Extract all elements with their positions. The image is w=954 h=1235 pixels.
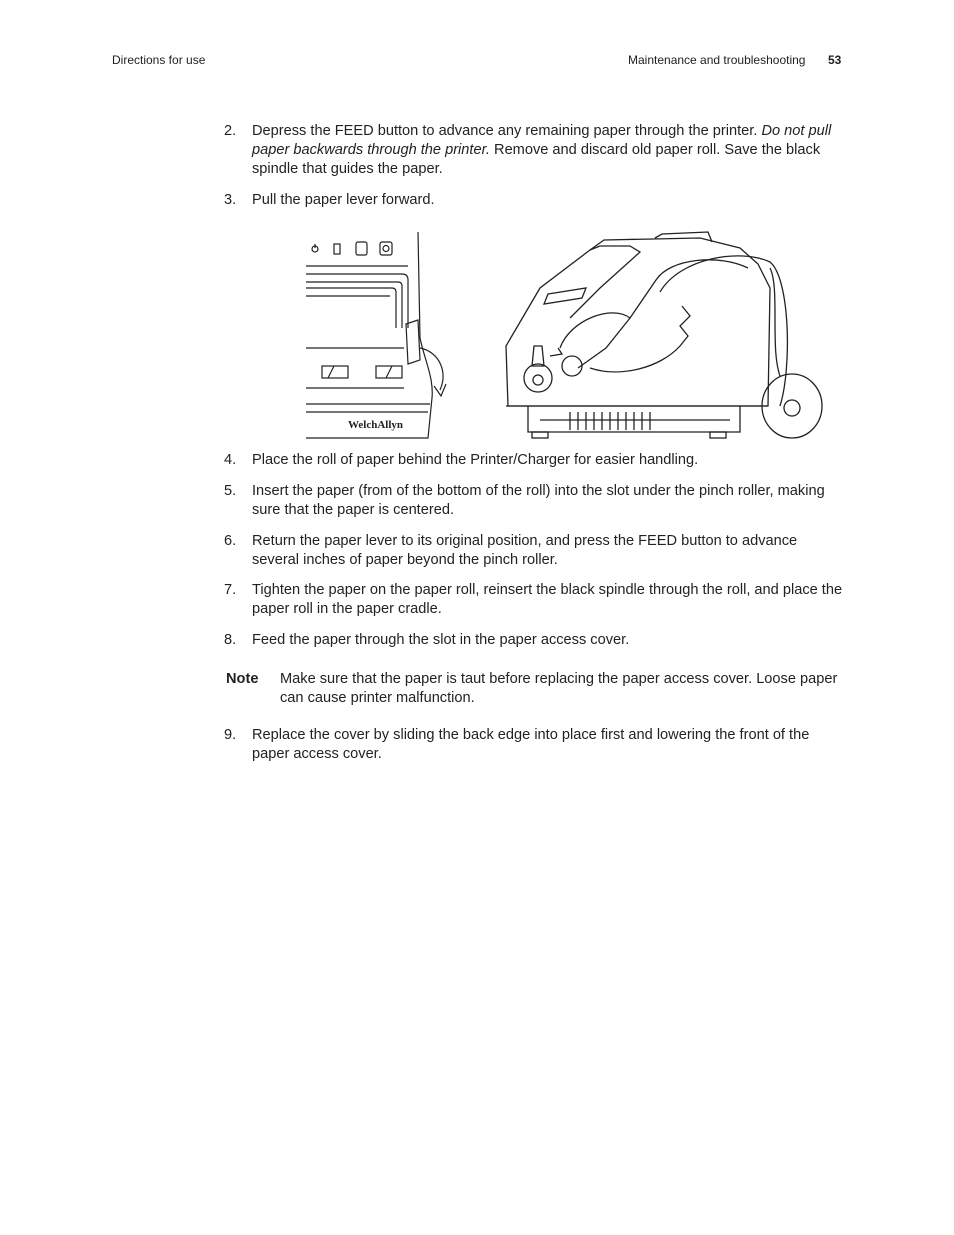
step-text [252, 122, 844, 179]
step-7 [224, 581, 844, 619]
step-number: 4. [224, 452, 237, 468]
running-header-title: Directions for use [112, 53, 206, 67]
step-number: 7. [224, 582, 237, 598]
feed-icon [356, 242, 367, 255]
brand-logo: WelchAllyn [348, 419, 404, 431]
settings-icon [380, 242, 392, 255]
paper-roll [762, 374, 822, 438]
step-text-part: Remove and discard old paper roll. Save the black spindle that guides the paper. [252, 142, 821, 177]
step-text-italic: Do not pull paper backwards through the printer. [252, 123, 832, 158]
note-text: Make sure that the paper is taut before replacing the paper access cover. Loose paper can cause printer malfunction. [280, 671, 838, 706]
step-3 [224, 191, 844, 210]
step-number: 2. [224, 123, 237, 139]
step-text: Tighten the paper on the paper roll, reinsert the black spindle through the roll, and place the paper roll in the paper cradle. [252, 582, 843, 617]
spindle-hole [524, 364, 552, 392]
step-number: 5. [224, 483, 237, 499]
step-number: 6. [224, 533, 237, 549]
step-5 [224, 482, 844, 520]
printer-illustration [300, 228, 830, 444]
step-6 [224, 532, 844, 570]
paper-sheet [560, 313, 630, 368]
step-text: Feed the paper through the slot in the paper access cover. [252, 632, 630, 648]
note-label: Note [226, 671, 259, 687]
step-number: 9. [224, 727, 237, 743]
printer-diagram [300, 228, 830, 444]
step-text: Pull the paper lever forward. [252, 192, 435, 208]
step-text: Return the paper lever to its original position, and press the FEED button to advance several inches of paper beyond the pinch roller. [252, 533, 798, 568]
page-number: 53 [828, 53, 842, 67]
step-text: Replace the cover by sliding the back edge into place first and lowering the front of the paper access cover. [252, 727, 810, 762]
step-text: Place the roll of paper behind the Printer/Charger for easier handling. [252, 452, 699, 468]
printer-body [506, 238, 770, 406]
step-text: Insert the paper (from of the bottom of the roll) into the slot under the pinch roller, making sure that the paper is centered. [252, 483, 825, 518]
battery-icon [334, 244, 340, 254]
running-header-section: Maintenance and troubleshooting [628, 53, 806, 67]
step-number: 8. [224, 632, 237, 648]
step-8 [224, 631, 844, 650]
note-block [226, 670, 846, 708]
step-text-part: Depress the FEED button to advance any remaining paper through the printer. [252, 123, 762, 139]
step-9 [224, 726, 844, 764]
step-number: 3. [224, 192, 237, 208]
panel-outline [306, 232, 432, 438]
pinch-roller [562, 356, 582, 376]
step-4 [224, 451, 844, 470]
step-2 [224, 122, 844, 179]
